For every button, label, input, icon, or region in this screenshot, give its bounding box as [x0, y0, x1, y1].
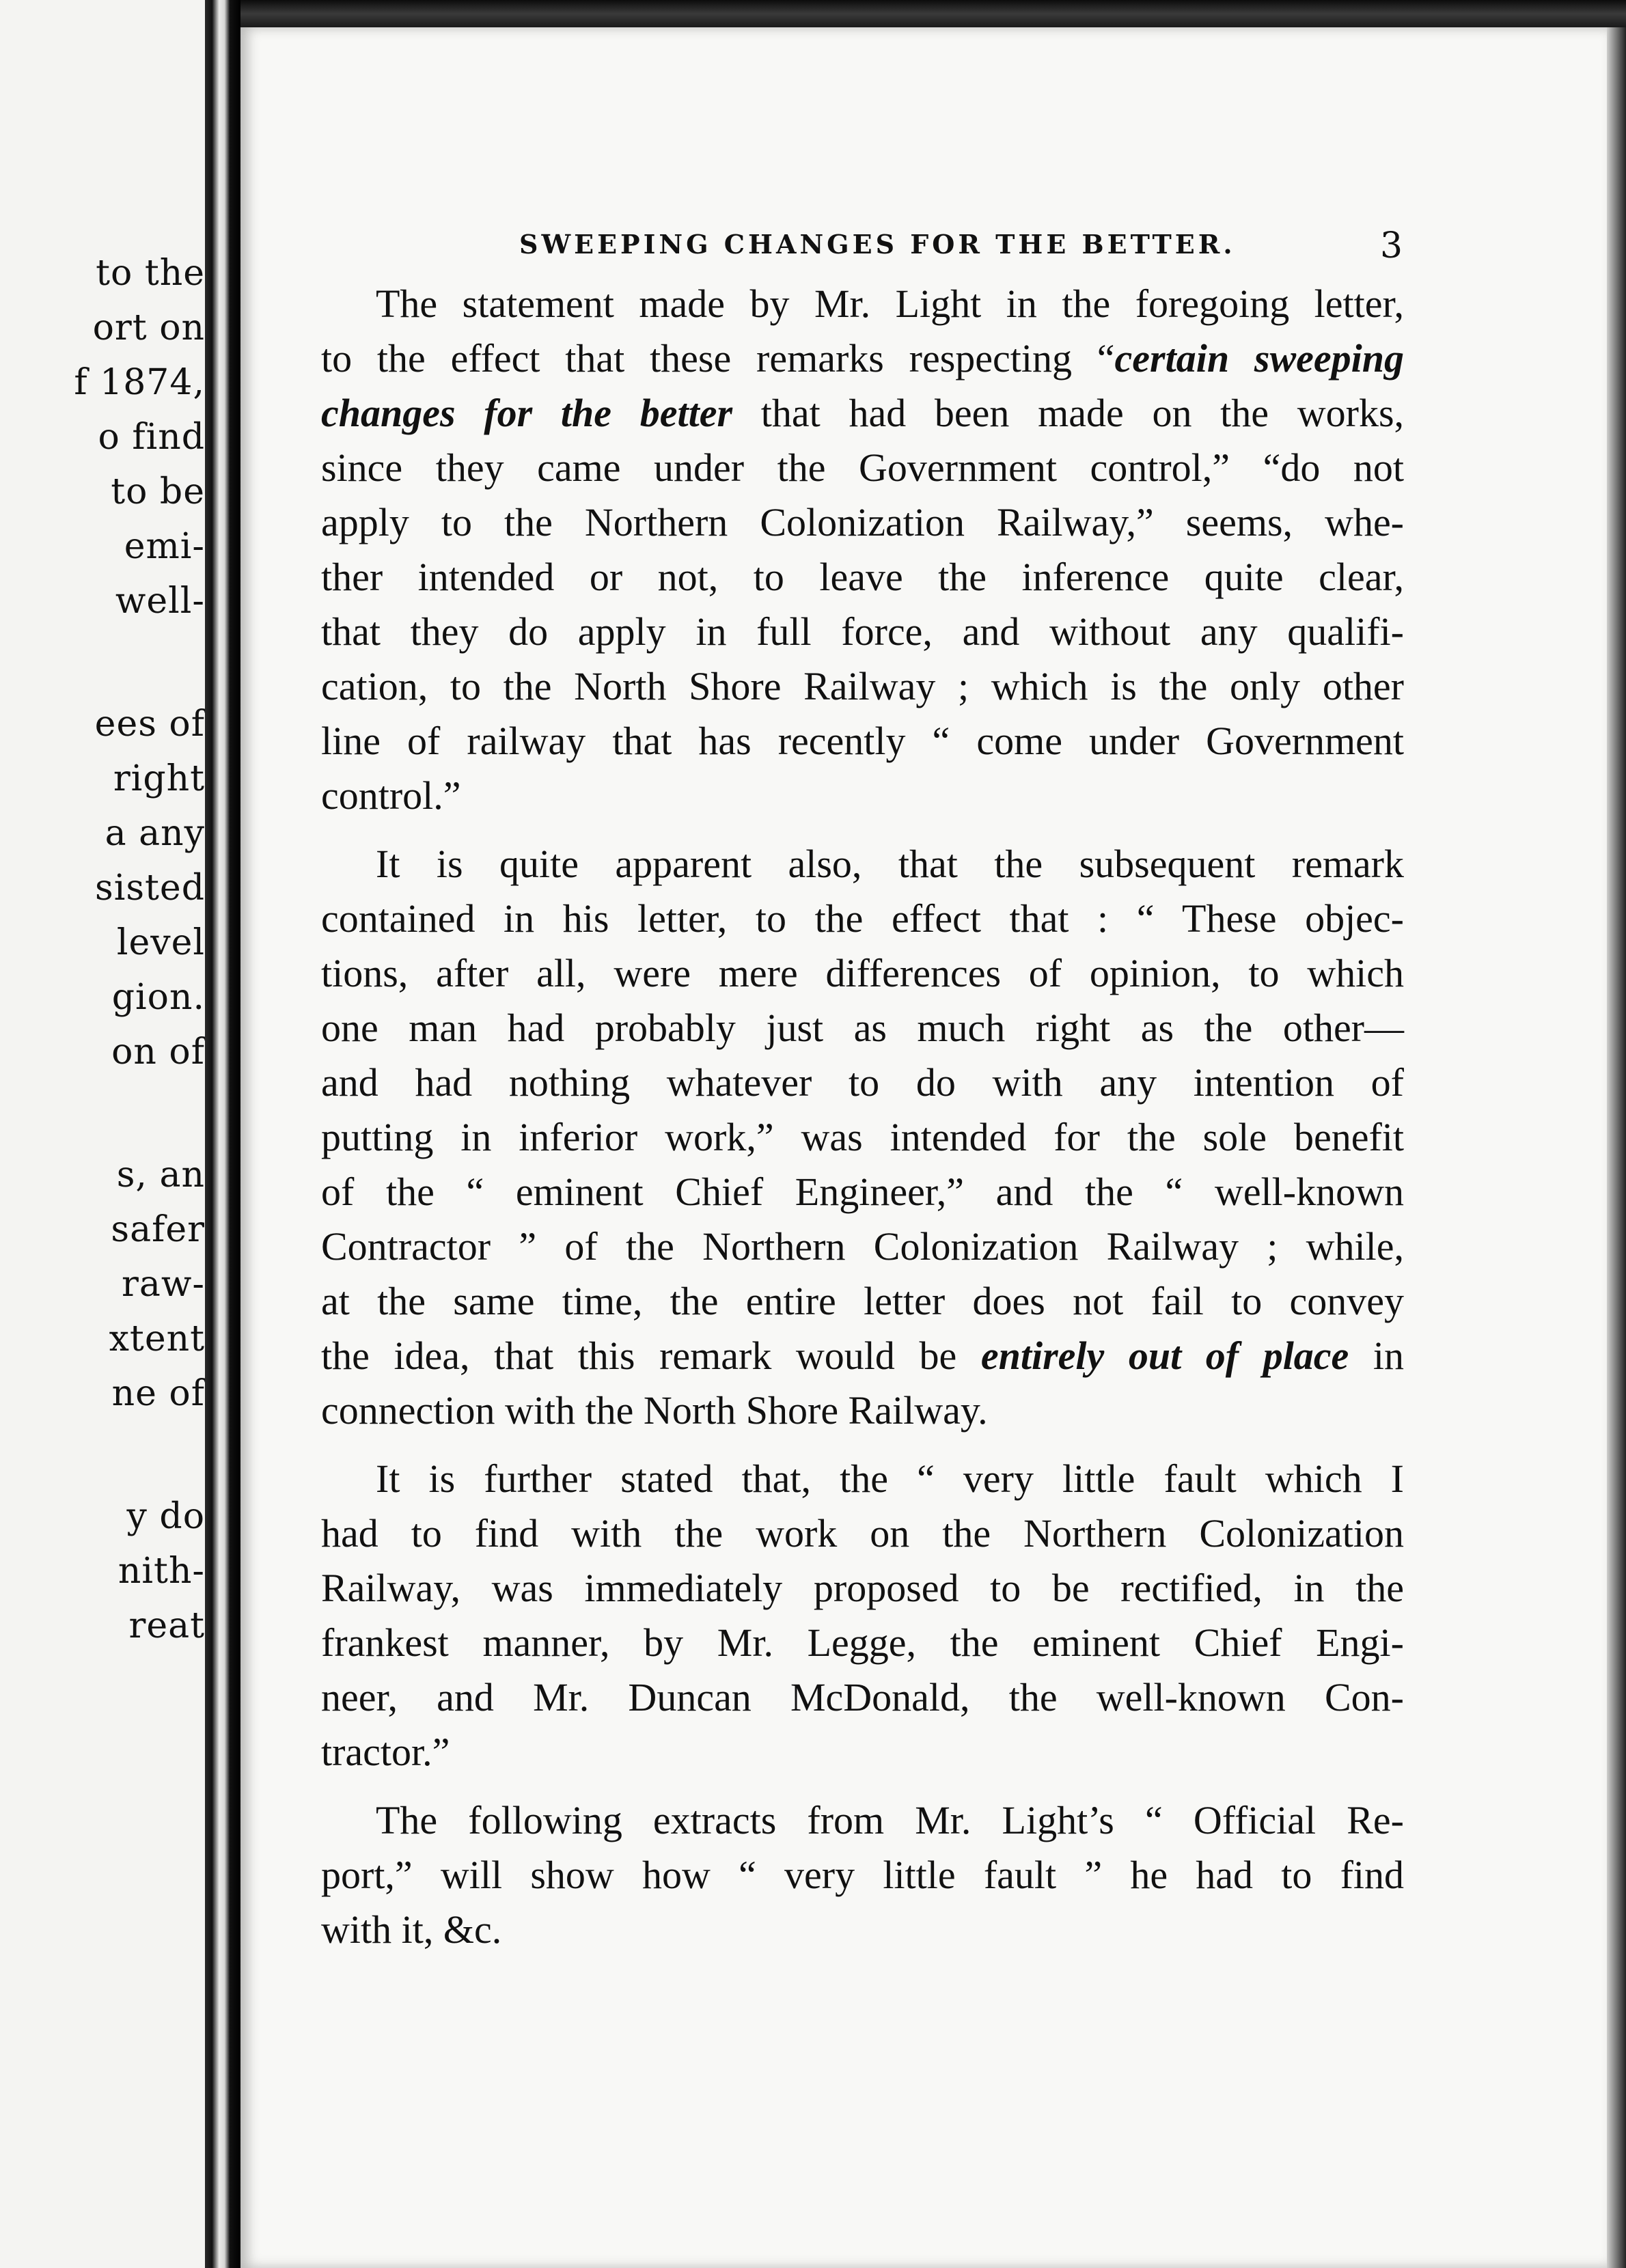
body-line: It is quite apparent also, that the subsequent remark [376, 842, 1404, 886]
left-line: gion. [111, 977, 205, 1018]
body-line: apply to the Northern Colonization Railway,” seems, whe- [321, 500, 1404, 544]
left-line: right [113, 758, 205, 799]
left-line: reat [128, 1605, 205, 1646]
body-line: neer, and Mr. Duncan McDonald, the well-known Con- [321, 1675, 1404, 1719]
left-line: s, an [116, 1154, 205, 1195]
body-line: tractor.” [321, 1730, 450, 1774]
body-line: putting in inferior work,” was intended for the sole benefit [321, 1115, 1404, 1159]
left-line: emi- [124, 526, 205, 567]
page-right-edge [1607, 27, 1626, 2268]
body-line [321, 389, 1404, 437]
left-page-fragment [0, 0, 205, 2268]
left-line: nith- [118, 1551, 205, 1592]
body-line: one man had probably just as much right as the other— [321, 1006, 1404, 1050]
left-line: raw- [122, 1264, 205, 1305]
body-line: cation, to the North Shore Railway ; which is the only other [321, 664, 1404, 708]
body-text: the idea, that this remark would be [321, 1333, 957, 1378]
body-line: Railway, was immediately proposed to be rectified, in the [321, 1566, 1404, 1610]
body-line: at the same time, the entire letter does not fail to convey [321, 1279, 1404, 1323]
body-line: The statement made by Mr. Light in the foregoing letter, [376, 281, 1404, 326]
italic-phrase: certain sweeping [1114, 336, 1404, 381]
body-line: frankest manner, by Mr. Legge, the eminent Chief Engi- [321, 1620, 1404, 1665]
left-line: a any [105, 813, 205, 854]
left-line: ees of [94, 704, 205, 745]
body-line: that they do apply in full force, and without any qualifi- [321, 609, 1404, 654]
body-line: connection with the North Shore Railway. [321, 1388, 988, 1433]
body-line [321, 1332, 1404, 1380]
body-line: with it, &c. [321, 1907, 502, 1952]
body-text: in [1373, 1333, 1405, 1378]
body-line [321, 335, 1404, 383]
left-line: ne of [111, 1373, 205, 1414]
body-line: Contractor ” of the Northern Colonization Railway ; while, [321, 1224, 1404, 1269]
body-text: that had been made on the works, [760, 391, 1405, 435]
body-text: to the effect that these remarks respecting “ [321, 336, 1115, 381]
left-line: safer [111, 1209, 205, 1250]
left-line: f 1874, [74, 362, 205, 403]
body-line: ther intended or not, to leave the inference quite clear, [321, 555, 1404, 599]
left-line: sisted [95, 868, 205, 909]
left-line: level [116, 922, 205, 963]
body-line: and had nothing whatever to do with any intention of [321, 1060, 1404, 1105]
page-number: 3 [1380, 225, 1403, 266]
left-line: on of [111, 1032, 205, 1073]
italic-phrase: changes for the better [321, 391, 733, 435]
body-line: had to find with the work on the Northern Colonization [321, 1511, 1404, 1555]
left-line: to be [111, 471, 205, 512]
body-line: control.” [321, 773, 461, 818]
left-line: o find [98, 417, 205, 458]
left-line: well- [115, 581, 205, 622]
left-line: to the [96, 253, 205, 294]
body-line: The following extracts from Mr. Light’s “ Official Re- [376, 1798, 1404, 1842]
body-line: contained in his letter, to the effect that : “ These objec- [321, 896, 1404, 941]
body-line: line of railway that has recently “ come under Government [321, 719, 1404, 763]
book-gutter [205, 0, 240, 2268]
body-line: tions, after all, were mere differences of opinion, to which [321, 951, 1404, 995]
left-line: ort on [92, 307, 205, 348]
body-line: since they came under the Government control,” “do not [321, 445, 1404, 490]
running-head: SWEEPING CHANGES FOR THE BETTER. [519, 229, 1236, 260]
left-line: xtent [109, 1318, 205, 1359]
body-line: of the “ eminent Chief Engineer,” and the “ well-known [321, 1170, 1404, 1214]
body-line: It is further stated that, the “ very little fault which I [376, 1456, 1404, 1501]
left-line: y do [126, 1496, 205, 1537]
italic-phrase: entirely out of place [980, 1333, 1349, 1378]
body-line: port,” will show how “ very little fault ” he had to find [321, 1853, 1404, 1897]
page-top-edge [240, 0, 1626, 27]
